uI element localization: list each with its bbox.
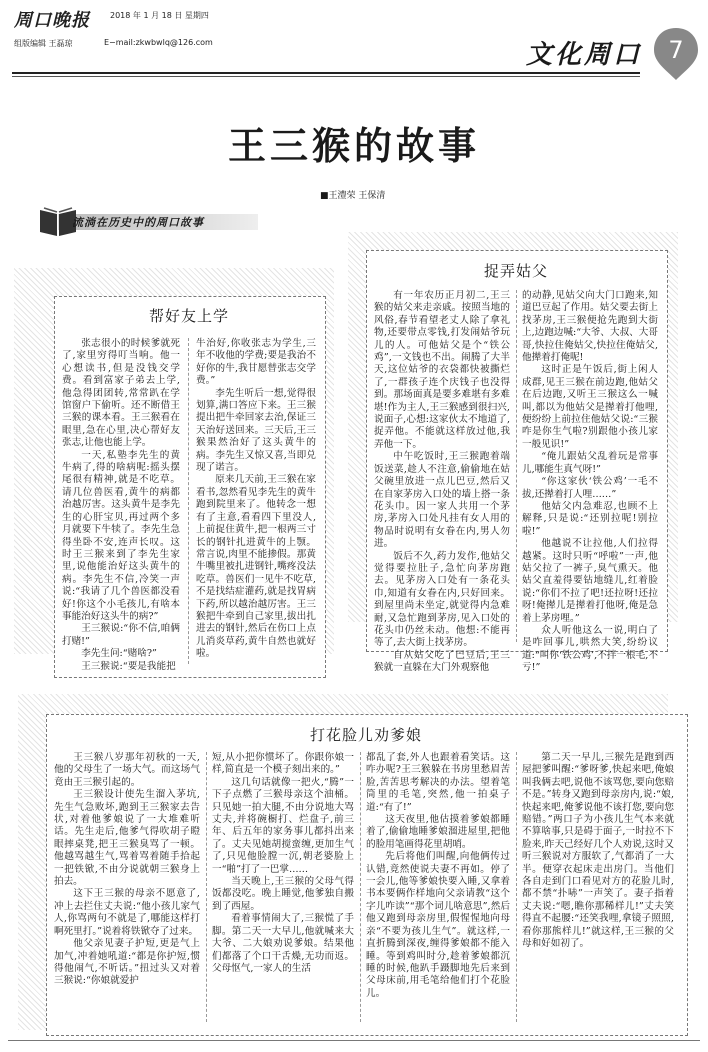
section-title: 文化周口 <box>525 40 642 70</box>
paragraph: “你这家伙‘铁公鸡’一毛不拔,还撵着打人哩……” <box>522 476 658 500</box>
paragraph: 王三猴说:“要是我能把 <box>81 660 176 672</box>
story3-title: 打花脸儿劝爹娘 <box>309 726 422 744</box>
paragraph: 众人听他这么一说,明白了是咋回事儿,哄然大笑,纷纷议道:“叫你‘铁公鸡’,不拌一根毛,不亏!” <box>522 624 658 674</box>
paragraph: 先后将他们叫醒,向他俩传过认错,竟然使说夫妻不再如。停了一会儿,他等爹娘快要入睡,又拿着书本要俩作样地向父亲请教“这个字儿咋读”“那个词儿啥意思”,然后他又跑到母亲房里,假惺惺地向母亲“不要为孩儿生气”。就这样,一直折腾到深夜,缠得爹娘都不能入睡。等到鸡叫时分,趁着爹娘都沉睡的时候,他趴手蹑脚地先后来到父母床前,用毛笔给他们打个花脸儿。 <box>366 851 510 999</box>
story3-divider-3 <box>516 752 517 1022</box>
paragraph: “俺儿跟姑父乱着玩是常事儿,哪能生真气呀!” <box>522 451 658 475</box>
issue-date: 2018 年 1 月 18 日 星期四 <box>110 11 209 20</box>
paragraph: 这天夜里,他估摸着爹娘都睡着了,偷偷地睡爹娘溜进屋里,把他的脸用笔画得花里胡哨。 <box>366 814 510 850</box>
story2-column-2 <box>522 290 658 674</box>
paragraph: 牛治好,你收张志为学生,三年不收他的学费;要是我治不好你的牛,我甘愿替张志交学费。” <box>196 338 316 387</box>
paragraph: 自从姑父吃了巴豆后,王三猴就一直躲在大门外观察他 <box>374 649 510 674</box>
story1-column-2 <box>196 338 316 670</box>
page-badge-shape-icon <box>652 26 700 82</box>
paragraph: 的动静,见姑父向大门口跑来,知道巴豆起了作用。姑父要去街上找茅房,王三猴便抢先跑到大街上,边跑边喊:“大爷、大叔、大哥哥,快拉住俺姑父,快拉住俺姑父,他撵着打俺呢! <box>522 290 658 364</box>
paragraph: 看着事情闹大了,三猴慌了手脚。第二天一大早儿,他就喊来大大爷、二大娘劝说爹娘。结果他们都落了个口干舌燥,无功而返。父母怄气,一家人的生活 <box>212 913 354 974</box>
paragraph: 李先生听后一想,觉得很划算,满口答应下来。王三猴提出把牛牵回家去治,保证三天治好送回来。三天后,王三猴果然治好了这头黄牛的病。李先生又惊又喜,当即兑现了诺言。 <box>196 387 316 474</box>
header-rule-thin <box>12 76 640 77</box>
story3-divider-2 <box>360 752 361 1022</box>
page-number-badge <box>652 26 700 82</box>
byline: ■王澧荣 王保清 <box>320 191 386 201</box>
paragraph: 短,从小把你惯坏了。你跟你娘一样,简直是一个模子刻出来的。” <box>212 752 354 776</box>
story3-divider-1 <box>206 752 207 1022</box>
story3-column-4 <box>522 752 674 1026</box>
layout-editor: 组版编辑 王磊琼 <box>14 39 73 48</box>
paragraph: 这时正是午饭后,街上闲人成群,见王三猴在前边跑,他姑父在后边跑,又听王三猴这么一喊叫,都以为他姑父是撵着打他哩,便纷纷上前拉住他姑父说:“三猴咋是你生气啦?别跟他小孩儿家一般见识!” <box>522 364 658 450</box>
story1-column-divider <box>188 338 189 664</box>
story3-column-1 <box>54 752 200 1026</box>
paragraph: 王三猴说:“你不信,咱俩打赌!” <box>62 623 180 647</box>
story3-column-3 <box>366 752 510 1026</box>
paragraph: 王三猴八岁那年初秋的一天,他的父母生了一场大气。而这场气竟由王三猴引起的。 <box>54 752 200 788</box>
newspaper-logo: 周口晚报 <box>14 10 90 31</box>
paragraph: 中午吃饭时,王三猴跑着端饭送菜,趁人不注意,偷偷地在姑父碗里放进一点儿巴豆,然后又在自家茅房入口处的墙上搭一条花头巾。因一家人共用一个茅房,茅房入口处凡挂有女人用的物品时说明有女眷在内,男人勿进。 <box>374 451 510 550</box>
paragraph: 他姑父内急难忍,也顾不上解释,只是说:“还别拉呢!别拉啦!” <box>522 500 658 537</box>
page-number: 7 <box>668 36 684 64</box>
paragraph: 李先生问:“赌啥?” <box>81 648 157 660</box>
story2-title: 捉弄姑父 <box>483 262 548 280</box>
bottom-rule <box>8 1040 700 1041</box>
header-rule <box>12 72 640 74</box>
story1-title: 帮好友上学 <box>148 307 229 325</box>
paragraph: 他父亲见妻子护短,更是气上加气,冲着她吼道:“都是你护短,惯得他闹气,不听话。”扭过头又对着三猴说:“你娘就爱护 <box>54 938 200 987</box>
paragraph: 饭后不久,药力发作,他姑父觉得要拉肚子,急忙向茅房跑去。见茅房入口处有一条花头巾,知道有女眷在内,只好回来。到屋里尚未坐定,就觉得内急难耐,又急忙跑到茅房,见入口处的花头巾仍丝未动。他想:不能再等了,去大街上找茅房。 <box>374 550 510 649</box>
paragraph: 这几句话就像一把火,“腾”一下子点燃了三猴母亲这个油桶。只见她一拍大腿,不由分说地大骂丈夫,并将碗橱打、烂盘子,前三年、后五年的家务事儿都抖出来了。丈夫见她胡搅蛮缠,更加生气了,只见他脸膛一沉,朝老婆脸上一“啪”打了一巴掌…… <box>212 776 354 875</box>
story1-column-1 <box>62 338 180 670</box>
paragraph: 第二天一早儿,三猴先是跑到西屋把爹叫醒:“爹呀爹,快起来吧,俺娘叫我俩去吧,说他不该骂您,要向您赔不是。”转身又跑到母亲房内,说:“娘,快起来吧,俺爹说他不该打您,要向您赔错。”两口子为小孩儿生气本来就不算啥事,只是碍于面子,一时拉不下脸来,昨天己经好几个人劝说,这时又听三猴说对方服软了,气都消了一大半。便穿衣起床走出房门。当他们各自走到门口看见对方的花脸儿时,都不禁“扑哧”一声笑了。妻子指着丈夫说:“嗯,瞧你那稀样儿!”丈夫笑得直不起腰:“还笑我哩,拿镜子照照,看你那熊样儿!”就这样,王三猴的父母和好如初了。 <box>522 752 674 950</box>
paragraph: 张志很小的时候爹就死了,家里穷得叮当响。他一心想读书,但是没钱交学费。看到富家子弟去上学,他急得团团转,常常趴在学馆窗户下偷听。还不断借王三猴的课本看。王三猴看在眼里,急在心里,决心帮好友张志,让他也能上学。 <box>62 338 180 449</box>
paragraph: 原来几天前,王三猴在家看书,忽然看见李先生的黄牛跑到院里来了。他转念一想有了主意,看看四下里没人,上前捉住黄牛,把一根两三寸长的钢针扎进黄牛的上颚。常言说,肉里不能掺假。那黄牛嘴里被扎进钢针,嘴疼没法吃草。兽医们一见牛不吃草,不是找结症灌药,就是找胃病下药,所以越治越厉害。王三猴把牛牵到自己家里,拔出扎进去的钢针,然后在伤口上点儿消炎草药,黄牛自然也就好啦。 <box>196 474 316 660</box>
article-title: 王三猴的故事 <box>227 123 480 168</box>
paragraph: 一天,私塾李先生的黄牛病了,得的啥病呢:摇头摆尾很有精神,就是不吃草。请几位兽医看,黄牛的病都治越厉害。这头黄牛是李先生的心肝宝贝,再过两个多月就要下牛犊了。李先生急得坐卧不安,连声长叹。这时王三猴来到了李先生家里,说他能治好这头黄牛的病。李先生不信,冷笑一声说:“我请了几个兽医都没看好!你这个小毛孩儿,有啥本事能治好这头牛的病?” <box>62 449 180 622</box>
paragraph: 王三猴设计使先生溜入茅坑,先生气急败坏,跑到王三猴家去告状,对着他爹娘说了一大堆难听话。先生走后,他爹气得吹胡子瞪眼摔桌凳,把王三猴臭骂了一顿。他越骂越生气,骂着骂着随手拾起一把铁锨,不由分说就朝三猴身上拍去。 <box>54 789 200 888</box>
story3-column-2 <box>212 752 354 1026</box>
series-label-strip <box>38 200 258 246</box>
paragraph: 他越说不让拉他,人们拉得越紧。这时只听“呼啦”一声,他姑父拉了一裤子,臭气熏天。他姑父直羞得要钻地缝儿,红着脸说:“你们不拉了吧!还拉呀!还拉呀!俺撵儿是撵着打他呀,俺是急着上茅房哩。” <box>522 538 658 624</box>
story2-column-1 <box>374 290 510 674</box>
paragraph: 这下王三猴的母亲不愿意了,冲上去拦住丈夫说:“他小孩儿家气人,你骂两句不就是了,哪能这样打啊死里打。”说着将铁锨夺了过来。 <box>54 888 200 937</box>
paragraph: 都乱了套,外人也跟着看笑话。这咋办呢?王三猴躲在书房里愁眉苦脸,苦苦思考解决的办法。望着笔筒里的毛笔,突然,他一拍桌子道:“有了!” <box>366 752 510 813</box>
paragraph: 当天晚上,王三猴的父母气得饭都没吃。晚上睡觉,他爹独自搬到了西屋。 <box>212 876 354 912</box>
contact-email: E−mail:zkwbwlq@126.com <box>104 38 213 47</box>
paragraph: 有一年农历正月初二,王三猴的姑父来走亲戚。按照当地的风俗,春节看望老丈人除了拿礼物,还要带点零钱,打发闹姑爷玩儿的人。可他姑父是个“铁公鸡”,一文钱也不出。闹腾了大半天,这位姑爷的衣袋都快被撕烂了,一群孩子连个庆钱子也没得到。那场面真是要多难堪有多难堪!作为主人,王三猴感到很扫兴,说面子,心想:这家伙太不地道了,捉弄他。不能就这样放过他,我弄他一下。 <box>374 290 510 450</box>
series-label: 流淌在历史中的周口故事 <box>72 216 204 229</box>
story2-column-divider <box>516 290 517 642</box>
